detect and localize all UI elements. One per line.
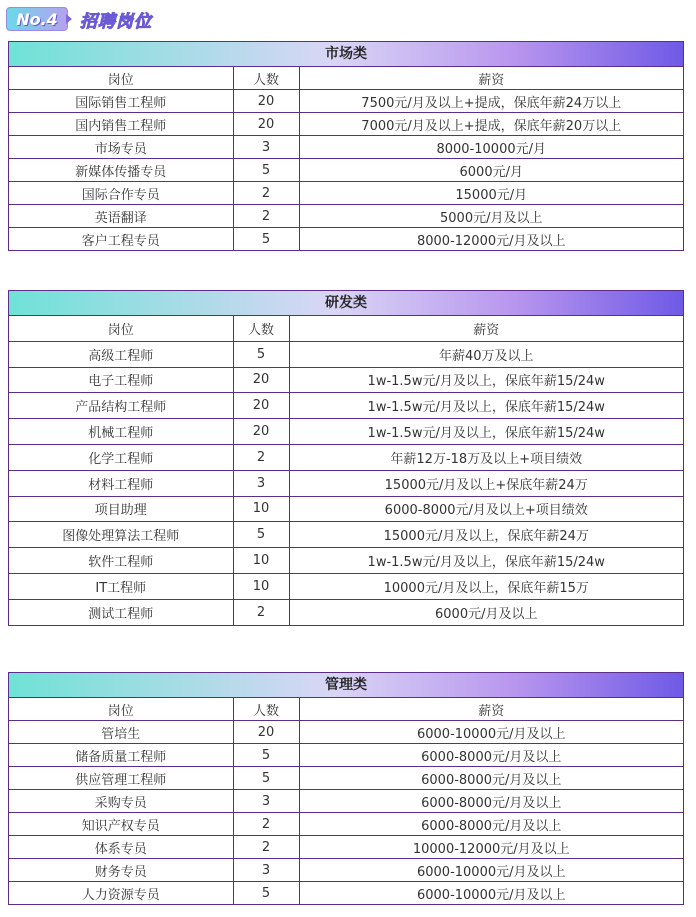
- column-header: 人数: [233, 698, 299, 721]
- table-row: [9, 548, 683, 574]
- position-cell: 电子工程师: [9, 367, 233, 393]
- position-cell: 人力资源专员: [9, 882, 233, 905]
- salary-cell: 1w-1.5w元/月及以上，保底年薪15/24w: [289, 367, 683, 393]
- position-cell: 材料工程师: [9, 470, 233, 496]
- table-row: [9, 341, 683, 367]
- table-row: [9, 228, 683, 251]
- position-cell: 图像处理算法工程师: [9, 522, 233, 548]
- table-row: [9, 522, 683, 548]
- column-header: 薪资: [299, 698, 683, 721]
- salary-cell: 7500元/月及以上+提成，保底年薪24万以上: [299, 90, 683, 113]
- position-cell: 国际合作专员: [9, 182, 233, 205]
- position-cell: 管培生: [9, 721, 233, 744]
- table-row: [9, 113, 683, 136]
- table-header-row: [9, 67, 683, 90]
- headcount-cell: 20: [233, 367, 289, 393]
- position-cell: IT工程师: [9, 573, 233, 599]
- headcount-cell: 20: [233, 419, 289, 445]
- table-row: [9, 496, 683, 522]
- section-title: 研发类: [9, 291, 683, 316]
- table-row: [9, 790, 683, 813]
- headcount-cell: 5: [233, 744, 299, 767]
- position-cell: 化学工程师: [9, 444, 233, 470]
- table-row: [9, 205, 683, 228]
- column-header: 岗位: [9, 316, 233, 341]
- headcount-cell: 10: [233, 573, 289, 599]
- headcount-cell: 10: [233, 548, 289, 574]
- salary-cell: 8000-10000元/月: [299, 136, 683, 159]
- position-cell: 机械工程师: [9, 419, 233, 445]
- management-section: [8, 672, 684, 905]
- salary-cell: 10000-12000元/月及以上: [299, 836, 683, 859]
- salary-cell: 1w-1.5w元/月及以上，保底年薪15/24w: [289, 419, 683, 445]
- badge-label: No.4: [6, 7, 68, 31]
- column-header: 岗位: [9, 67, 233, 90]
- salary-cell: 6000-10000元/月及以上: [299, 859, 683, 882]
- salary-cell: 年薪12万-18万及以上+项目绩效: [289, 444, 683, 470]
- position-cell: 客户工程专员: [9, 228, 233, 251]
- position-cell: 国际销售工程师: [9, 90, 233, 113]
- table-row: [9, 182, 683, 205]
- headcount-cell: 3: [233, 470, 289, 496]
- table-row: [9, 393, 683, 419]
- headcount-cell: 5: [233, 341, 289, 367]
- table-row: [9, 470, 683, 496]
- table-row: [9, 744, 683, 767]
- salary-cell: 10000元/月及以上，保底年薪15万: [289, 573, 683, 599]
- headcount-cell: 5: [233, 767, 299, 790]
- table-row: [9, 599, 683, 624]
- salary-cell: 6000-8000元/月及以上+项目绩效: [289, 496, 683, 522]
- headcount-cell: 5: [233, 159, 299, 182]
- table-row: [9, 136, 683, 159]
- salary-cell: 年薪40万及以上: [289, 341, 683, 367]
- headcount-cell: 20: [233, 393, 289, 419]
- table-header-row: [9, 698, 683, 721]
- headcount-cell: 2: [233, 444, 289, 470]
- table-row: [9, 859, 683, 882]
- table-row: [9, 367, 683, 393]
- section-title: 管理类: [9, 673, 683, 698]
- position-cell: 体系专员: [9, 836, 233, 859]
- headcount-cell: 5: [233, 228, 299, 251]
- position-cell: 国内销售工程师: [9, 113, 233, 136]
- headcount-cell: 2: [233, 813, 299, 836]
- position-cell: 市场专员: [9, 136, 233, 159]
- market-section: [8, 41, 684, 251]
- salary-cell: 1w-1.5w元/月及以上，保底年薪15/24w: [289, 393, 683, 419]
- table-row: [9, 419, 683, 445]
- table-row: [9, 767, 683, 790]
- headcount-cell: 2: [233, 599, 289, 624]
- salary-cell: 15000元/月及以上+保底年薪24万: [289, 470, 683, 496]
- salary-cell: 8000-12000元/月及以上: [299, 228, 683, 251]
- headcount-cell: 5: [233, 882, 299, 905]
- table-body: [9, 698, 683, 904]
- position-cell: 财务专员: [9, 859, 233, 882]
- table-row: [9, 721, 683, 744]
- page-header: [6, 6, 152, 32]
- table-body: [9, 67, 683, 250]
- rnd-table: [9, 316, 683, 625]
- position-cell: 采购专员: [9, 790, 233, 813]
- salary-cell: 15000元/月: [299, 182, 683, 205]
- salary-cell: 1w-1.5w元/月及以上，保底年薪15/24w: [289, 548, 683, 574]
- headcount-cell: 3: [233, 136, 299, 159]
- position-cell: 知识产权专员: [9, 813, 233, 836]
- column-header: 岗位: [9, 698, 233, 721]
- position-cell: 英语翻译: [9, 205, 233, 228]
- headcount-cell: 20: [233, 90, 299, 113]
- headcount-cell: 20: [233, 721, 299, 744]
- headcount-cell: 2: [233, 182, 299, 205]
- position-cell: 测试工程师: [9, 599, 233, 624]
- headcount-cell: 10: [233, 496, 289, 522]
- headcount-cell: 2: [233, 205, 299, 228]
- salary-cell: 6000-10000元/月及以上: [299, 721, 683, 744]
- section-number-badge: [6, 7, 72, 31]
- headcount-cell: 20: [233, 113, 299, 136]
- column-header: 人数: [233, 67, 299, 90]
- table-header-row: [9, 316, 683, 341]
- headcount-cell: 3: [233, 859, 299, 882]
- column-header: 人数: [233, 316, 289, 341]
- position-cell: 供应管理工程师: [9, 767, 233, 790]
- management-table: [9, 698, 683, 904]
- table-row: [9, 813, 683, 836]
- table-row: [9, 159, 683, 182]
- table-row: [9, 90, 683, 113]
- position-cell: 项目助理: [9, 496, 233, 522]
- badge-arrow-icon: [66, 14, 72, 24]
- column-header: 薪资: [299, 67, 683, 90]
- position-cell: 产品结构工程师: [9, 393, 233, 419]
- position-cell: 高级工程师: [9, 341, 233, 367]
- salary-cell: 6000-8000元/月及以上: [299, 767, 683, 790]
- salary-cell: 6000-8000元/月及以上: [299, 813, 683, 836]
- table-row: [9, 444, 683, 470]
- salary-cell: 6000-8000元/月及以上: [299, 744, 683, 767]
- salary-cell: 7000元/月及以上+提成，保底年薪20万以上: [299, 113, 683, 136]
- market-table: [9, 67, 683, 250]
- position-cell: 储备质量工程师: [9, 744, 233, 767]
- salary-cell: 5000元/月及以上: [299, 205, 683, 228]
- column-header: 薪资: [289, 316, 683, 341]
- salary-cell: 6000-8000元/月及以上: [299, 790, 683, 813]
- table-body: [9, 316, 683, 625]
- table-row: [9, 573, 683, 599]
- rnd-section: [8, 290, 684, 626]
- page-title: 招聘岗位: [80, 11, 152, 32]
- salary-cell: 6000-10000元/月及以上: [299, 882, 683, 905]
- table-row: [9, 882, 683, 905]
- salary-cell: 15000元/月及以上，保底年薪24万: [289, 522, 683, 548]
- headcount-cell: 2: [233, 836, 299, 859]
- headcount-cell: 3: [233, 790, 299, 813]
- position-cell: 软件工程师: [9, 548, 233, 574]
- salary-cell: 6000元/月及以上: [289, 599, 683, 624]
- salary-cell: 6000元/月: [299, 159, 683, 182]
- position-cell: 新媒体传播专员: [9, 159, 233, 182]
- table-row: [9, 836, 683, 859]
- headcount-cell: 5: [233, 522, 289, 548]
- section-title: 市场类: [9, 42, 683, 67]
